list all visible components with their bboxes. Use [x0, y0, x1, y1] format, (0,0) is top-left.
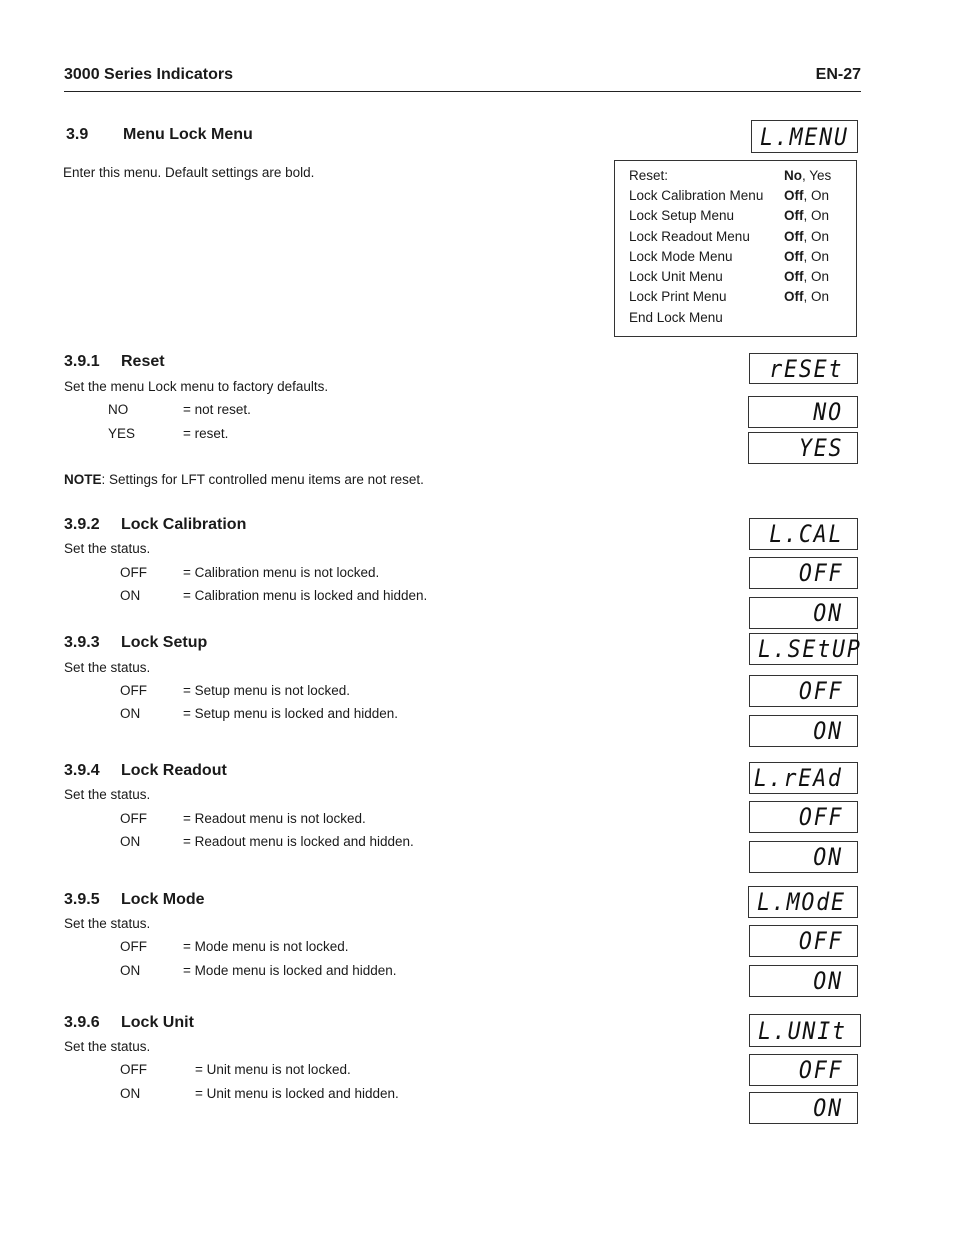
- lcd-display-off: OFF: [749, 925, 858, 957]
- subsection-number: 3.9.5: [64, 891, 100, 908]
- subsection-title: Lock Mode: [121, 891, 205, 908]
- option-name: ON: [120, 1086, 141, 1101]
- subsection-desc: Set the status.: [64, 916, 151, 931]
- option-name: NO: [108, 402, 129, 417]
- section-number: 3.9: [66, 126, 89, 143]
- subsection-title: Lock Readout: [121, 762, 227, 779]
- summary-label: Lock Calibration Menu: [629, 188, 764, 203]
- option-name: ON: [120, 706, 141, 721]
- summary-label: Lock Print Menu: [629, 289, 727, 304]
- lcd-display-on: ON: [749, 1092, 858, 1124]
- subsection-title: Lock Unit: [121, 1014, 194, 1031]
- lcd-display-yes: YES: [748, 432, 858, 464]
- section-title: Menu Lock Menu: [123, 126, 253, 143]
- summary-value: Off, On: [784, 208, 830, 223]
- option-desc: = Calibration menu is locked and hidden.: [183, 588, 428, 603]
- lcd-display-off: OFF: [749, 557, 858, 589]
- option-desc: = Unit menu is not locked.: [195, 1062, 351, 1077]
- subsection-desc: Set the status.: [64, 541, 151, 556]
- subsection-title: Lock Calibration: [121, 516, 247, 533]
- option-name: YES: [108, 426, 136, 441]
- subsection-number: 3.9.4: [64, 762, 100, 779]
- header-title: 3000 Series Indicators: [64, 66, 233, 83]
- option-desc: = reset.: [183, 426, 229, 441]
- summary-value: Off, On: [784, 229, 830, 244]
- option-name: OFF: [120, 565, 147, 580]
- option-desc: = Unit menu is locked and hidden.: [195, 1086, 399, 1101]
- option-name: OFF: [120, 939, 147, 954]
- summary-label: Lock Mode Menu: [629, 249, 733, 264]
- option-name: OFF: [120, 1062, 147, 1077]
- page-number: EN-27: [815, 66, 861, 83]
- header-divider: [64, 91, 861, 92]
- menu-summary-box: [614, 160, 857, 337]
- subsection-desc: Set the status.: [64, 787, 151, 802]
- subsection-desc: Set the menu Lock menu to factory defaults.: [64, 379, 329, 394]
- summary-label: Reset:: [629, 168, 669, 183]
- option-desc: = Readout menu is locked and hidden.: [183, 834, 414, 849]
- option-desc: = Setup menu is locked and hidden.: [183, 706, 399, 721]
- option-name: ON: [120, 834, 141, 849]
- option-name: OFF: [120, 811, 147, 826]
- option-desc: = Readout menu is not locked.: [183, 811, 366, 826]
- summary-label: Lock Readout Menu: [629, 229, 750, 244]
- summary-value: Off, On: [784, 289, 830, 304]
- option-name: ON: [120, 963, 141, 978]
- summary-value: Off, On: [784, 249, 830, 264]
- lcd-display-on: ON: [749, 597, 858, 629]
- lcd-display-no: NO: [748, 396, 858, 428]
- section-intro: Enter this menu. Default settings are bold.: [63, 165, 315, 180]
- option-name: ON: [120, 588, 141, 603]
- lcd-display-on: ON: [749, 965, 858, 997]
- option-desc: = Calibration menu is not locked.: [183, 565, 380, 580]
- lcd-display-on: ON: [749, 715, 858, 747]
- subsection-desc: Set the status.: [64, 660, 151, 675]
- lcd-display-lmode: L.MOdE: [748, 886, 858, 918]
- summary-value: Off, On: [784, 188, 830, 203]
- lcd-display-lread: L.rEAd: [749, 762, 858, 794]
- lcd-display-lsetup: L.SEtUP: [749, 633, 858, 665]
- lcd-display-off: OFF: [749, 675, 858, 707]
- subsection-number: 3.9.3: [64, 634, 100, 651]
- note: NOTE: Settings for LFT controlled menu items are not reset.: [64, 472, 424, 487]
- option-desc: = not reset.: [183, 402, 251, 417]
- lcd-display-lunit: L.UNIt: [749, 1014, 861, 1047]
- summary-label: Lock Unit Menu: [629, 269, 723, 284]
- summary-value: No, Yes: [784, 168, 832, 183]
- lcd-text: L.MENU: [760, 122, 849, 151]
- summary-value: Off, On: [784, 269, 830, 284]
- lcd-display-off: OFF: [749, 1054, 858, 1086]
- subsection-number: 3.9.1: [64, 353, 100, 370]
- subsection-number: 3.9.2: [64, 516, 100, 533]
- lcd-display-lcal: L.CAL: [749, 518, 858, 550]
- subsection-title: Reset: [121, 353, 165, 370]
- option-desc: = Mode menu is not locked.: [183, 939, 349, 954]
- lcd-display-on: ON: [749, 841, 858, 873]
- lcd-display-lmenu: [751, 120, 858, 153]
- subsection-desc: Set the status.: [64, 1039, 151, 1054]
- option-desc: = Setup menu is not locked.: [183, 683, 350, 698]
- option-name: OFF: [120, 683, 147, 698]
- summary-label: End Lock Menu: [629, 310, 723, 325]
- lcd-display-reset: rESEt: [749, 353, 858, 384]
- subsection-title: Lock Setup: [121, 634, 208, 651]
- summary-label: Lock Setup Menu: [629, 208, 735, 223]
- lcd-display-off: OFF: [749, 801, 858, 833]
- option-desc: = Mode menu is locked and hidden.: [183, 963, 397, 978]
- subsection-number: 3.9.6: [64, 1014, 100, 1031]
